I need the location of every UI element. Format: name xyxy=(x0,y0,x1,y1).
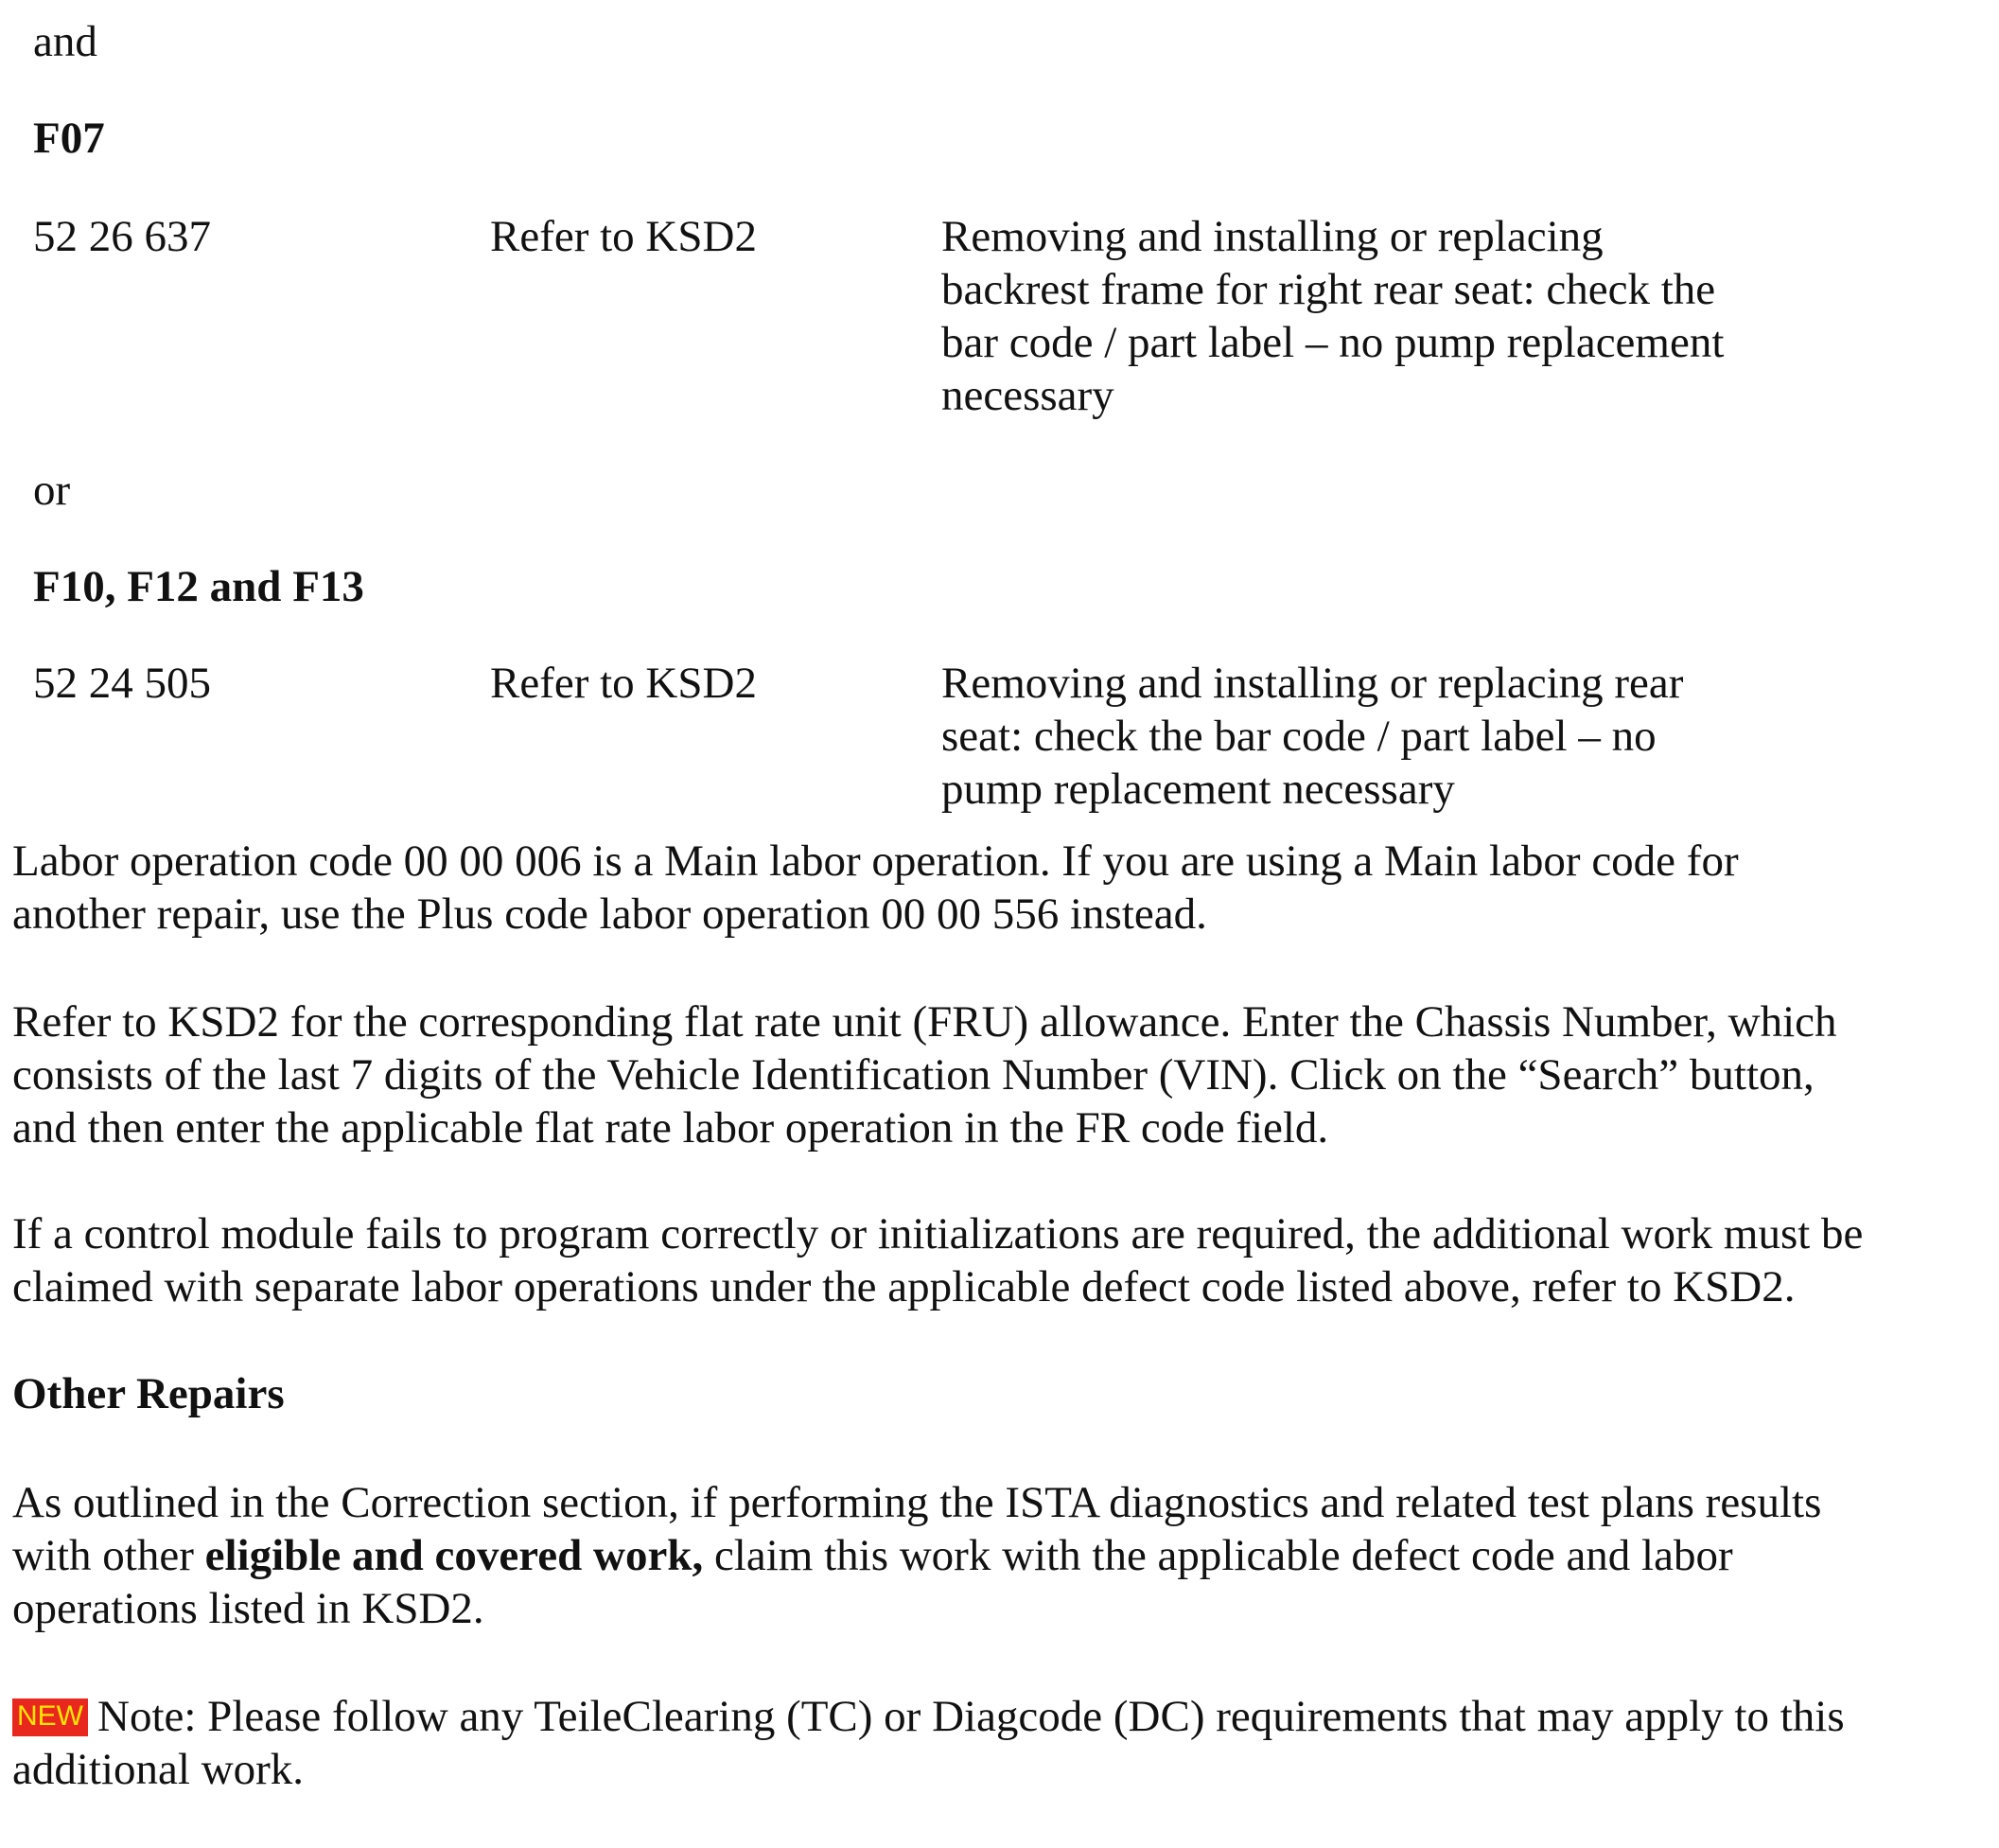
other-repairs-heading: Other Repairs xyxy=(12,1369,285,1418)
labor-description: Removing and installing or replacing rear seat: check the bar code / part label – no pump replacement necessary xyxy=(941,659,1684,814)
other-repairs-bold-text: eligible and covered work, xyxy=(204,1531,704,1580)
other-repairs-text-part2: claim this work with the applicable defect code and labor operations listed in KSD2. xyxy=(12,1531,1733,1633)
labor-reference: Refer to KSD2 xyxy=(490,659,757,708)
labor-code: 52 24 505 xyxy=(33,659,211,708)
control-module-paragraph: If a control module fails to program correctly or initializations are required, the additional work must be claimed with separate labor operations under the applicable defect code listed above, refer to KSD2. xyxy=(12,1209,1864,1311)
labor-reference: Refer to KSD2 xyxy=(490,212,757,261)
labor-main-paragraph: Labor operation code 00 00 006 is a Main labor operation. If you are using a Main labor code for another repair, use the Plus code labor operation 00 00 556 instead. xyxy=(12,836,1739,939)
labor-description: Removing and installing or replacing backrest frame for right rear seat: check the bar code / part label – no pump replacement necessary xyxy=(941,212,1725,420)
ksd2-fru-paragraph: Refer to KSD2 for the corresponding flat rate unit (FRU) allowance. Enter the Chassis Number, which consists of the last 7 digits of the Vehicle Identification Number (VIN). Click on the “Search” button, and then enter the applicable flat rate labor operation in the FR code field. xyxy=(12,997,1837,1153)
note-text: Note: Please follow any TeileClearing (TC) or Diagcode (DC) requirements that may apply to this additional work. xyxy=(12,1692,1845,1794)
other-repairs-text-part1: As outlined in the Correction section, if performing the ISTA diagnostics and related test plans results with other xyxy=(12,1478,1822,1580)
and-text: and xyxy=(33,17,97,66)
f10-f12-f13-heading: F10, F12 and F13 xyxy=(33,562,364,611)
note-paragraph xyxy=(12,1690,1999,1796)
other-repairs-paragraph xyxy=(12,1476,1999,1635)
f07-heading: F07 xyxy=(33,114,105,163)
new-badge-icon: NEW xyxy=(12,1698,88,1736)
labor-code: 52 26 637 xyxy=(33,212,211,261)
or-text: or xyxy=(33,466,71,515)
